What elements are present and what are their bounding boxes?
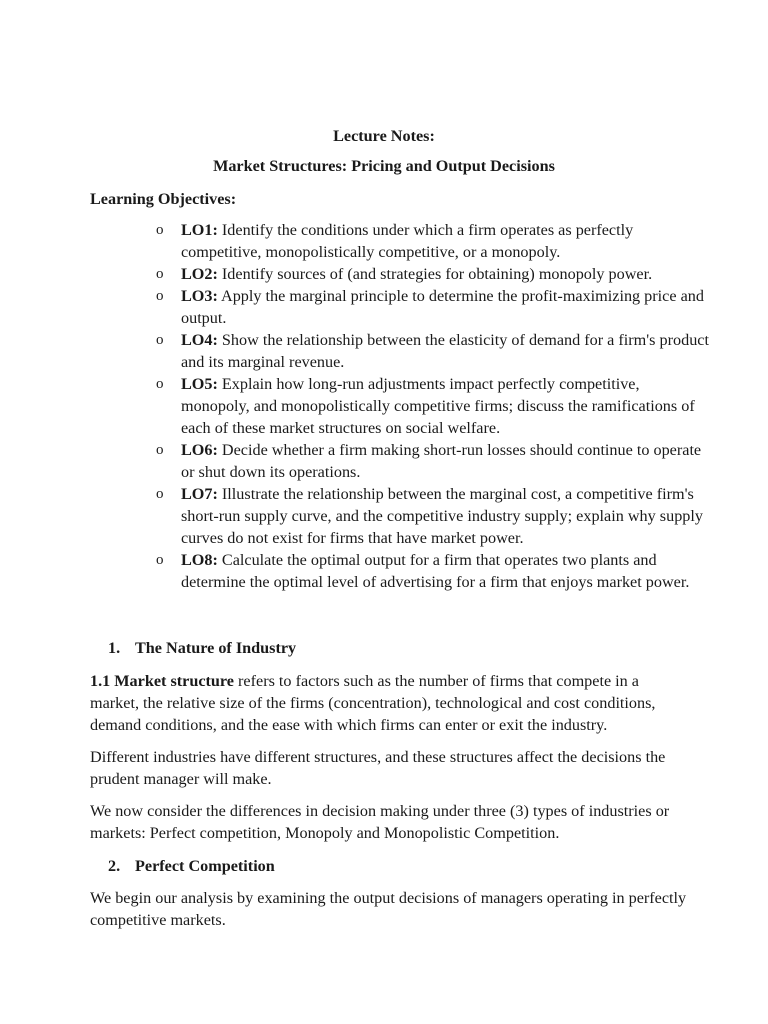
bullet-icon: o	[156, 442, 164, 458]
objective-item	[90, 329, 710, 373]
objective-code: LO4:	[181, 331, 218, 349]
section-title: Perfect Competition	[135, 857, 275, 875]
section-number: 1.	[108, 639, 121, 657]
section-number: 2.	[108, 857, 121, 875]
section-heading	[108, 855, 275, 877]
objective-item	[90, 219, 710, 263]
objective-text: Decide whether a firm making short-run losses should continue to operate or shut down its operations.	[181, 441, 702, 481]
bullet-icon: o	[156, 376, 164, 392]
objective-code: LO5:	[181, 375, 218, 393]
objective-item	[90, 373, 710, 439]
objective-text: Illustrate the relationship between the marginal cost, a competitive firm's short-run supply curve, and the competitive industry supply; explain why supply curves do not exist for firms that have market power.	[181, 485, 703, 547]
paragraph-text: refers to factors such as the number of firms that compete in a market, the relative size of the firms (concentration), technological and cost conditions, demand conditions, and the ease with which firms can enter or exit the industry.	[90, 672, 656, 734]
objective-text: Show the relationship between the elasticity of demand for a firm's product and its marginal revenue.	[181, 331, 709, 371]
bullet-icon: o	[156, 486, 164, 502]
objective-item	[90, 483, 710, 549]
objective-code: LO1:	[181, 221, 218, 239]
objective-item	[90, 285, 710, 329]
paragraph: We begin our analysis by examining the output decisions of managers operating in perfectly competitive markets.	[90, 889, 687, 929]
paragraph	[90, 670, 690, 736]
section-title: The Nature of Industry	[135, 639, 297, 657]
objective-item	[90, 549, 710, 593]
objective-text: Identify sources of (and strategies for obtaining) monopoly power.	[217, 265, 653, 283]
objectives-list	[90, 219, 710, 593]
bullet-icon: o	[156, 266, 164, 282]
objective-code: LO6:	[181, 441, 218, 459]
objectives-heading: Learning Objectives:	[90, 190, 237, 208]
objective-item	[90, 439, 710, 483]
paragraph: Different industries have different structures, and these structures affect the decisions the prudent manager will make.	[90, 748, 666, 788]
objective-item	[90, 263, 710, 285]
objective-text: Explain how long-run adjustments impact perfectly competitive, monopoly, and monopolistically competitive firms; discuss the ramifications of each of these market structures on social welfare.	[181, 375, 695, 437]
objective-text: Identify the conditions under which a firm operates as perfectly competitive, monopolistically competitive, or a monopoly.	[181, 221, 634, 261]
objective-code: LO3:	[181, 287, 218, 305]
paragraph: We now consider the differences in decision making under three (3) types of industries or markets: Perfect competition, Monopoly and Monopolistic Competition.	[90, 802, 670, 842]
objective-text: Apply the marginal principle to determine the profit-maximizing price and output.	[181, 287, 704, 327]
section-heading	[108, 637, 296, 659]
doc-title: Lecture Notes:	[333, 127, 435, 145]
paragraph-lead: 1.1 Market structure	[90, 672, 234, 690]
bullet-icon: o	[156, 332, 164, 348]
objective-code: LO8:	[181, 551, 218, 569]
objective-code: LO2:	[181, 265, 218, 283]
bullet-icon: o	[156, 288, 164, 304]
bullet-icon: o	[156, 222, 164, 238]
objective-code: LO7:	[181, 485, 218, 503]
bullet-icon: o	[156, 552, 164, 568]
objective-text: Calculate the optimal output for a firm that operates two plants and determine the optimal level of advertising for a firm that enjoys market power.	[181, 551, 690, 591]
doc-subtitle: Market Structures: Pricing and Output Decisions	[213, 157, 555, 175]
